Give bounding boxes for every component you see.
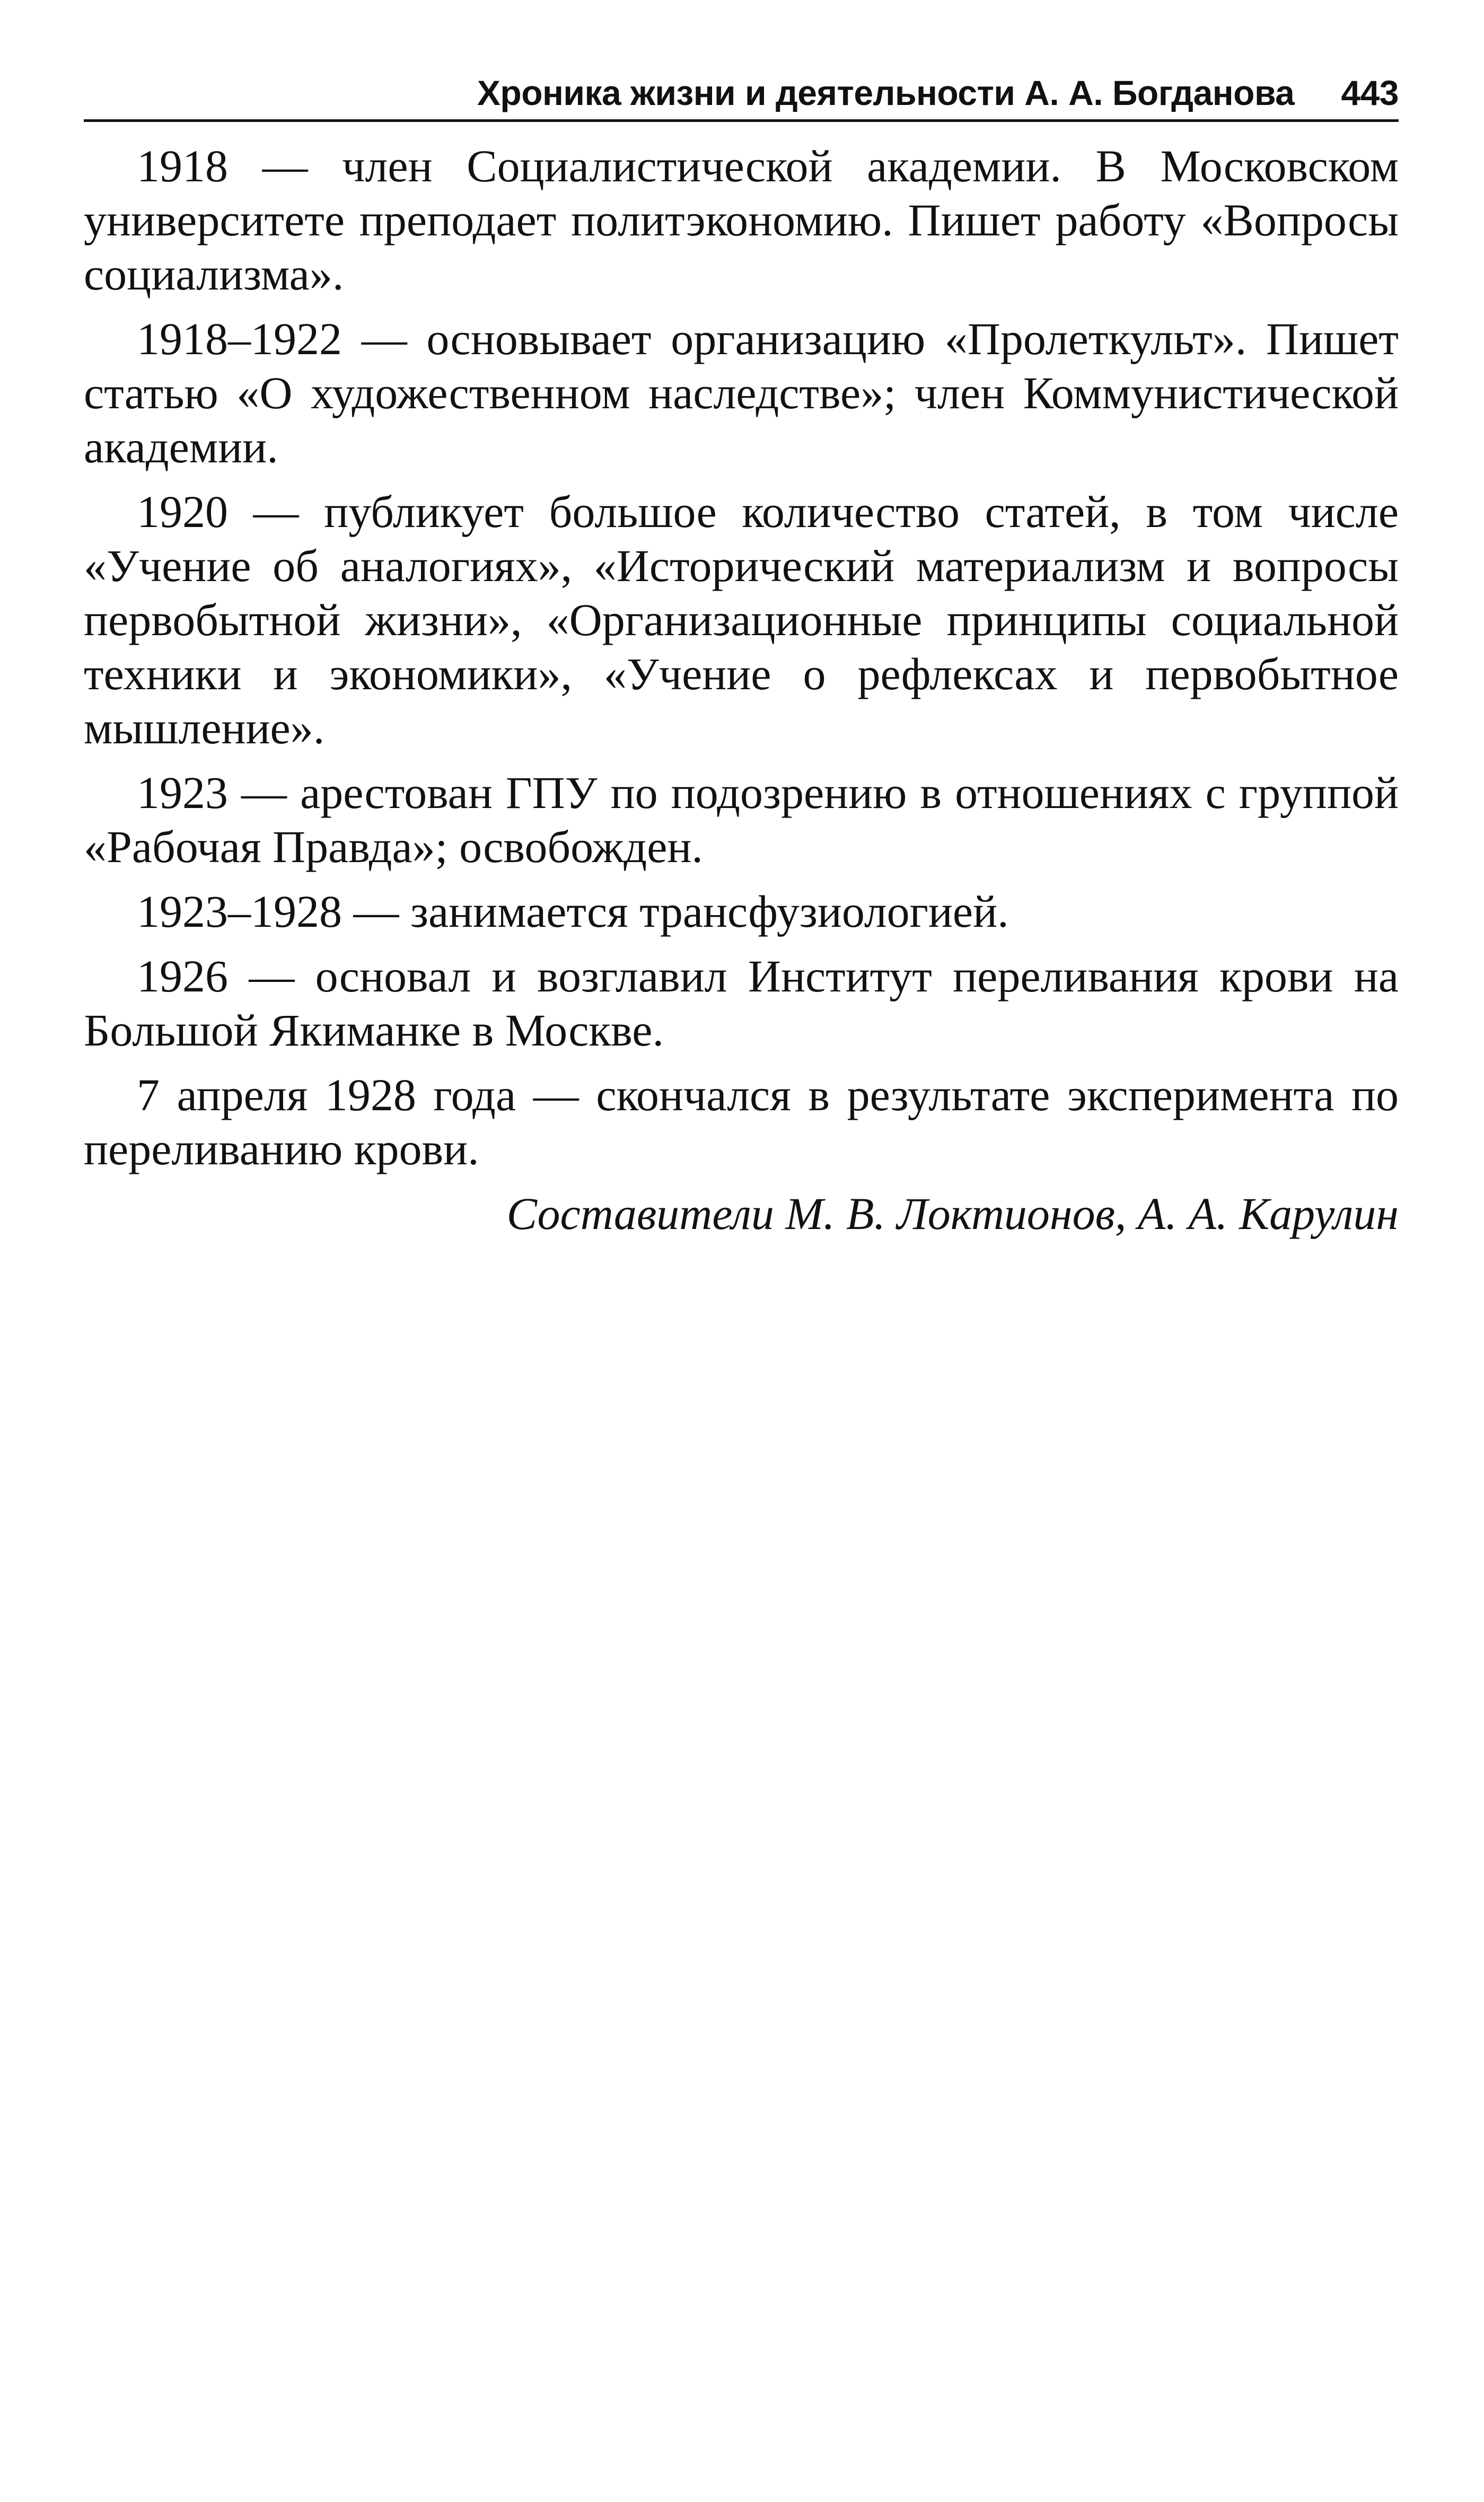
chronicle-entry-1923: 1923 — арестован ГПУ по подозрению в отношениях с группой «Рабочая Правда»; освобожден.	[84, 767, 1399, 872]
book-page	[84, 0, 1399, 2502]
running-head-title: Хроника жизни и деятельности А. А. Богданова	[477, 73, 1295, 112]
compilers-signature: Составители М. В. Локтионов, А. А. Карулин	[506, 1188, 1399, 1239]
chronicle-entry-1920: 1920 — публикует большое количество статей, в том числе «Учение об аналогиях», «Исторический материализм и вопросы первобытной жизни», «Организационные принципы социальной техники и экономики», «Учение о рефлексах и первобытное мышление».	[84, 486, 1399, 753]
running-head	[84, 64, 1399, 122]
chronicle-entry-1918: 1918 — член Социалистической академии. В Московском университете преподает политэкономию. Пишет работу «Вопросы социализма».	[84, 141, 1399, 300]
chronicle-entry-1926: 1926 — основал и возглавил Институт переливания крови на Большой Якиманке в Москве.	[84, 951, 1399, 1056]
page-number: 443	[1341, 73, 1399, 112]
chronicle-entry-1918-1922: 1918–1922 — основывает организацию «Пролеткульт». Пишет статью «О художественном наследстве»; член Коммунистической академии.	[84, 313, 1399, 472]
header-rule	[84, 119, 1399, 122]
chronicle-entry-1928: 7 апреля 1928 года — скончался в результате эксперимента по переливанию крови.	[84, 1069, 1399, 1174]
chronicle-entry-1923-1928: 1923–1928 — занимается трансфузиологией.	[137, 886, 1009, 937]
chronicle-text	[84, 139, 1399, 1241]
